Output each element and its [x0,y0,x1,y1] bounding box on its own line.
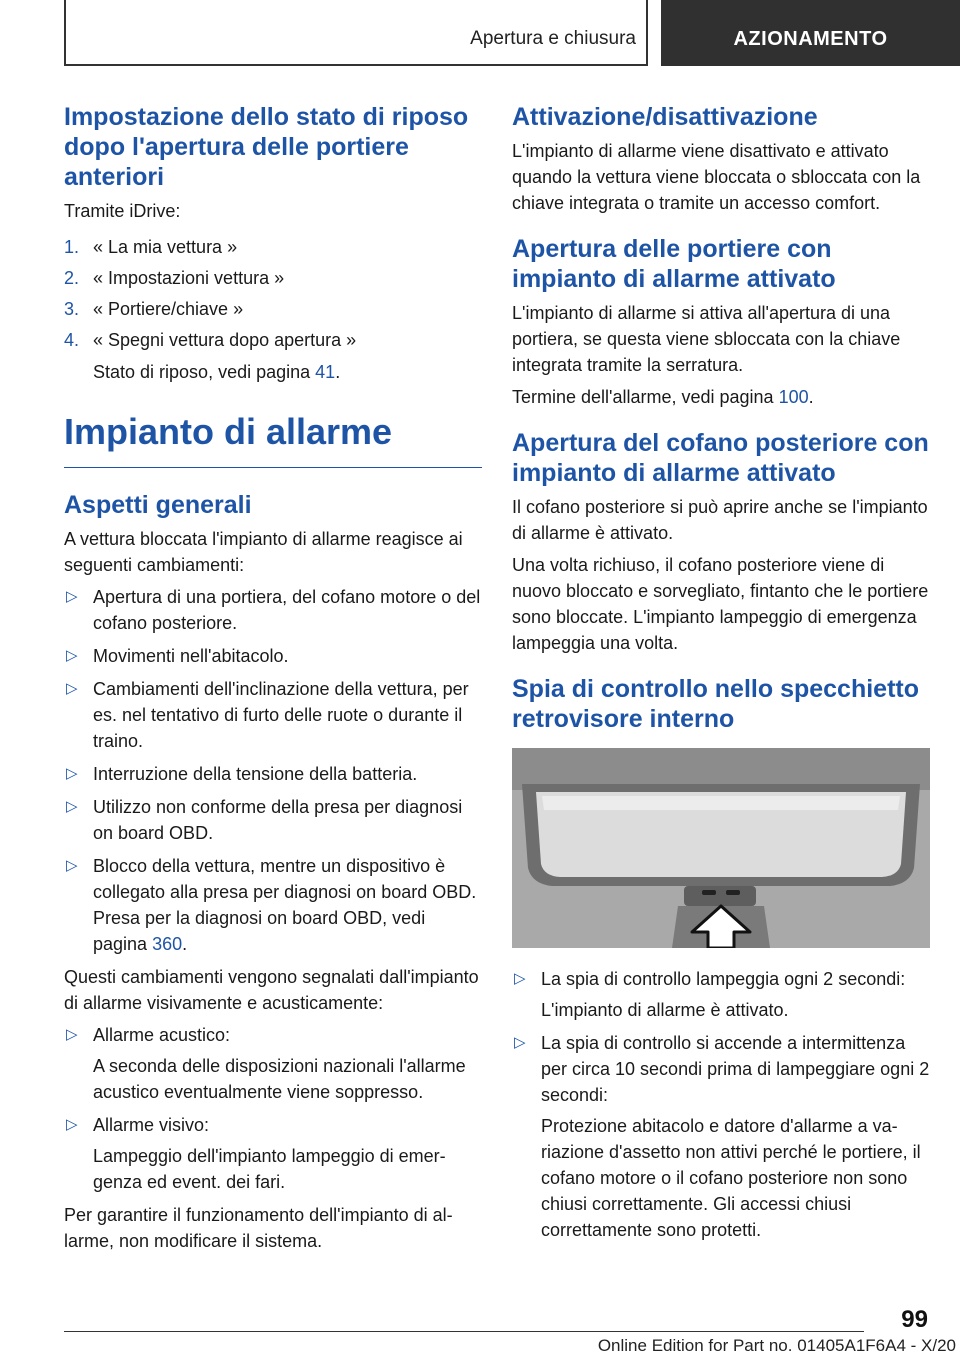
list-item: ▷ La spia di controllo si accende a intermittenza per circa 10 secondi prima di lampeggiare ogni 2 secondi: Protezione abitacolo e datore d'allarme a variazione d'assetto non attivi perché le portiere, il cofano motore o il cofano posteriore non sono chiusi correttamente. Gli accessi chiusi correttamente sono protetti. [512,1030,930,1243]
list-item: ▷ Interruzione della tensione della batteria. [64,761,482,787]
heading-spia-controllo: Spia di controllo nello specchietto retrovisore interno [512,675,919,733]
left-column [64,102,482,1254]
header-separator [646,0,648,66]
bullet-triangle-icon: ▷ [66,1026,78,1043]
step-item: 4. « Spegni vettura dopo apertura » [64,330,357,350]
page-link-360[interactable]: 360 [152,934,183,954]
heading-impianto-allarme-wrap [64,411,482,468]
portiere-text: L'impianto di allarme si attiva all'apertura di una portiera, se questa viene sbloccata con la chiave integrata tramite la serratura. [512,303,901,375]
list-item: ▷ La spia di controllo lampeggia ogni 2 secondi: L'impianto di allarme è attivato. [512,966,930,1023]
termine-allarme-ref: Termine dell'allarme, vedi pagina 100. [512,387,814,407]
bullet-triangle-icon: ▷ [66,798,78,815]
richiuso-text: Una volta richiuso, il cofano posteriore viene di nuovo bloccato e sorvegliato, fintanto che le portiere sono bloccate. L'impianto lampeggio di emergenza lampeggia una volta. [512,555,929,653]
spia-list [512,966,930,1243]
bullet-triangle-icon: ▷ [66,647,78,664]
heading-stato-riposo: Impostazione dello stato di riposo dopo l'apertura delle portiere anteriori [64,103,469,191]
list-item: ▷ Apertura di una portiera, del cofano motore o del cofano posteriore. [64,584,482,636]
segnalazione-text: Questi cambiamenti vengono segnalati dall'impianto di allarme visivamente e acusticamente: [64,967,479,1013]
bullet-triangle-icon: ▷ [66,680,78,697]
right-column [512,102,930,1250]
heading-attivazione: Attivazione/disattivazione [512,103,818,131]
heading-cofano-posteriore: Apertura del cofano posteriore con impianto di allarme attivato [512,429,929,487]
bullet-triangle-icon: ▷ [66,765,78,782]
bullet-triangle-icon: ▷ [66,588,78,605]
allarme-types-list [64,1022,482,1195]
attivazione-text: L'impianto di allarme viene disattivato e attivato quando la vettura viene bloccata o sbloccata con la chiave integrata o tramite un accesso comfort. [512,141,921,213]
heading-apertura-portiere: Apertura delle portiere con impianto di allarme attivato [512,235,836,293]
page-number: 99 [901,1306,928,1333]
header-rule-bottom [64,64,648,66]
page-link-100[interactable]: 100 [778,387,809,407]
footer-rule [64,1331,864,1332]
step-item: 3. « Portiere/chiave » [64,299,244,319]
page-link-41[interactable]: 41 [315,362,336,382]
step-item: 2. « Impostazioni vettura » [64,268,285,288]
cambiamenti-list [64,584,482,957]
heading-aspetti-generali: Aspetti generali [64,491,252,519]
header-section-title: Apertura e chiusura [470,28,636,49]
list-item: ▷ Blocco della vettura, mentre un dispositivo è collegato alla presa per diagnosi on board OBD. Presa per la diagnosi on board OBD, vedi pagina 360. [64,853,482,957]
heading-impianto-allarme: Impianto di allarme [64,411,393,452]
bullet-triangle-icon: ▷ [514,970,526,987]
stato-riposo-ref: Stato di riposo, vedi pagina 41. [93,362,341,382]
idrive-steps [64,234,482,353]
list-item: ▷ Cambiamenti dell'inclinazione della vettura, per es. nel tentativo di furto delle ruote o durante il traino. [64,676,482,754]
list-item: ▷ Movimenti nell'abitacolo. [64,643,482,669]
list-item: ▷ Allarme acustico: A seconda delle disposizioni nazionali l'allarme acustico eventualmente viene soppresso. [64,1022,482,1105]
tramite-idrive: Tramite iDrive: [64,201,181,221]
garantire-text: Per garantire il funzionamento dell'impianto di allarme, non modificare il sistema. [64,1205,453,1251]
bullet-triangle-icon: ▷ [66,857,78,874]
list-item: ▷ Utilizzo non conforme della presa per diagnosi on board OBD. [64,794,482,846]
header-chapter-tab: AZIONAMENTO [661,0,960,66]
rearview-mirror-illustration [512,748,930,948]
footer-edition: Online Edition for Part no. 01405A1F6A4 - X/20 [597,1336,956,1355]
allarme-intro: A vettura bloccata l'impianto di allarme reagisce ai seguenti cambiamenti: [64,529,463,575]
header-rule-left [64,0,66,66]
bullet-triangle-icon: ▷ [514,1034,526,1051]
bullet-triangle-icon: ▷ [66,1116,78,1133]
step-item: 1. « La mia vettura » [64,237,238,257]
list-item: ▷ Allarme visivo: Lampeggio dell'impianto lampeggio di emergenza ed event. dei fari. [64,1112,482,1195]
cofano-text: Il cofano posteriore si può aprire anche se l'impianto di allarme è attivato. [512,497,928,543]
